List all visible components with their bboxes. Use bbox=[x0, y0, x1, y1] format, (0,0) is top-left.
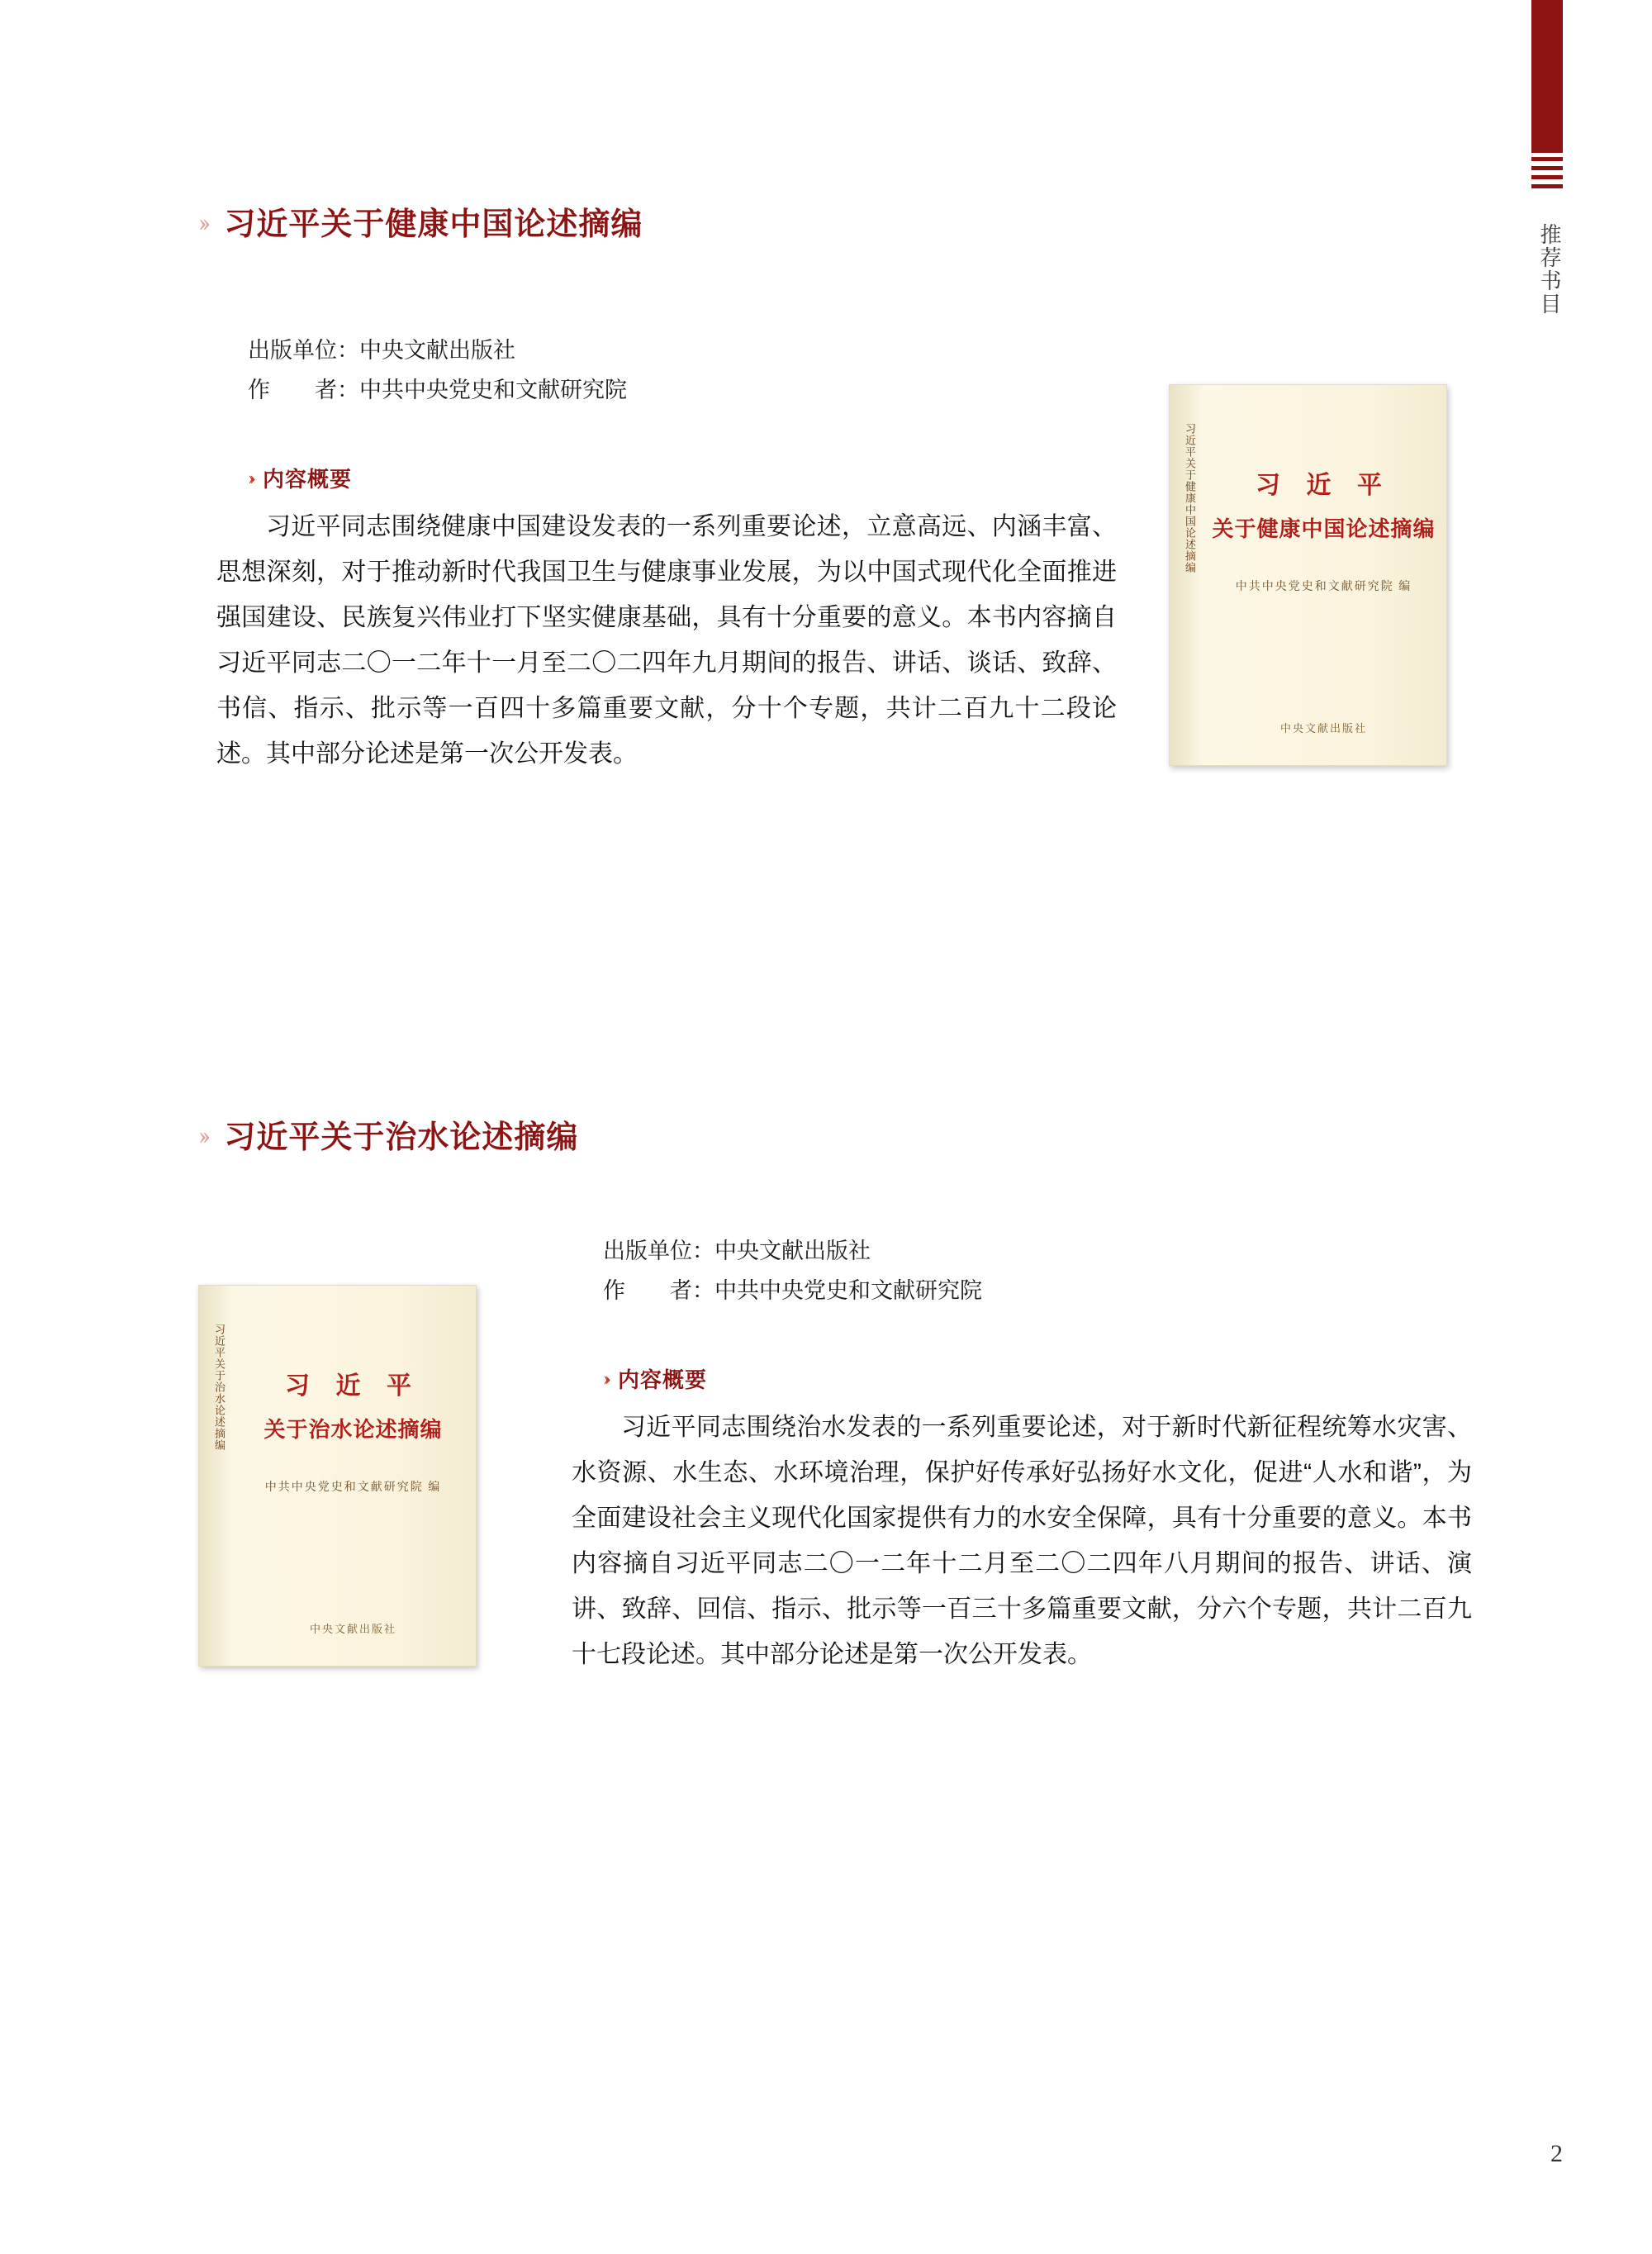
summary-heading-text: 内容概要 bbox=[262, 467, 352, 492]
publisher-value: 中央文献出版社 bbox=[714, 1239, 871, 1263]
book-spine-text: 习近平关于健康中国论述摘编 bbox=[1184, 423, 1196, 573]
book-title-line2: 关于治水论述摘编 bbox=[263, 1418, 443, 1442]
book-publisher: 中央文献出版社 bbox=[1279, 722, 1367, 735]
author-value: 中共中央党史和文献研究院 bbox=[714, 1278, 982, 1303]
chevron-double-small-icon: ›› bbox=[248, 467, 251, 489]
meta-publisher-water bbox=[603, 1231, 871, 1271]
book-title-line2: 关于健康中国论述摘编 bbox=[1212, 517, 1436, 541]
page-number: 2 bbox=[1550, 2140, 1563, 2167]
book-face bbox=[1201, 385, 1446, 765]
summary-heading-health bbox=[248, 463, 352, 493]
side-tab-bar bbox=[1531, 0, 1563, 153]
book-author: 中共中央党史和文献研究院 编 bbox=[264, 1481, 442, 1494]
book-title-line1: 习 近 平 bbox=[1256, 472, 1392, 499]
meta-publisher-health bbox=[248, 330, 515, 370]
chevron-double-icon: ›› bbox=[198, 206, 206, 236]
book-author: 中共中央党史和文献研究院 编 bbox=[1235, 581, 1412, 593]
meta-author-health bbox=[248, 370, 627, 410]
chevron-double-icon: ›› bbox=[198, 1119, 206, 1149]
book-cover-health bbox=[1169, 384, 1447, 766]
summary-paragraph-water: 习近平同志围绕治水发表的一系列重要论述，对于新时代新征程统筹水灾害、水资源、水生态、水环境治理，保护好传承好弘扬好水文化，促进“人水和谐”，为全面建设社会主义现代化国家提供有力的水安全保障，具有十分重要的意义。本书内容摘自习近平同志二〇一二年十二月至二〇二四年八月期间的报告、讲话、演讲、致辞、回信、指示、批示等一百三十多篇重要文献，分六个专题，共计二百九十七段论述。其中部分论述是第一次公开发表。 bbox=[572, 1414, 1472, 1668]
side-tab bbox=[1531, 0, 1563, 388]
author-label: 作 者： bbox=[248, 378, 359, 402]
section-title-water bbox=[198, 1111, 578, 1157]
section-title-health bbox=[198, 198, 643, 244]
book-title-line1: 习 近 平 bbox=[285, 1372, 421, 1400]
book-spine-text: 习近平关于治水论述摘编 bbox=[213, 1324, 225, 1451]
side-tab-label: 推荐书目 bbox=[1537, 223, 1561, 316]
author-value: 中共中央党史和文献研究院 bbox=[359, 378, 627, 402]
publisher-value: 中央文献出版社 bbox=[359, 338, 515, 363]
meta-author-water bbox=[603, 1271, 982, 1310]
section-title-text: 习近平关于健康中国论述摘编 bbox=[224, 207, 643, 242]
book-face bbox=[230, 1286, 476, 1666]
book-spine bbox=[1170, 385, 1202, 765]
book-spine bbox=[199, 1286, 231, 1666]
side-tab-stripes bbox=[1531, 157, 1563, 198]
book-cover-water bbox=[198, 1285, 477, 1667]
summary-paragraph-health: 习近平同志围绕健康中国建设发表的一系列重要论述，立意高远、内涵丰富、思想深刻，对于推动新时代我国卫生与健康事业发展，为以中国式现代化全面推进强国建设、民族复兴伟业打下坚实健康基础，具有十分重要的意义。本书内容摘自习近平同志二〇一二年十一月至二〇二四年九月期间的报告、讲话、谈话、致辞、书信、指示、批示等一百四十多篇重要文献，分十个专题，共计二百九十二段论述。其中部分论述是第一次公开发表。 bbox=[216, 513, 1117, 768]
author-label: 作 者： bbox=[603, 1278, 714, 1303]
summary-heading-text: 内容概要 bbox=[617, 1367, 707, 1392]
summary-heading-water bbox=[603, 1363, 707, 1394]
publisher-label: 出版单位： bbox=[248, 338, 359, 363]
section-title-text: 习近平关于治水论述摘编 bbox=[224, 1120, 579, 1155]
book-publisher: 中央文献出版社 bbox=[309, 1623, 396, 1635]
publisher-label: 出版单位： bbox=[603, 1239, 714, 1263]
chevron-double-small-icon: ›› bbox=[603, 1367, 606, 1390]
